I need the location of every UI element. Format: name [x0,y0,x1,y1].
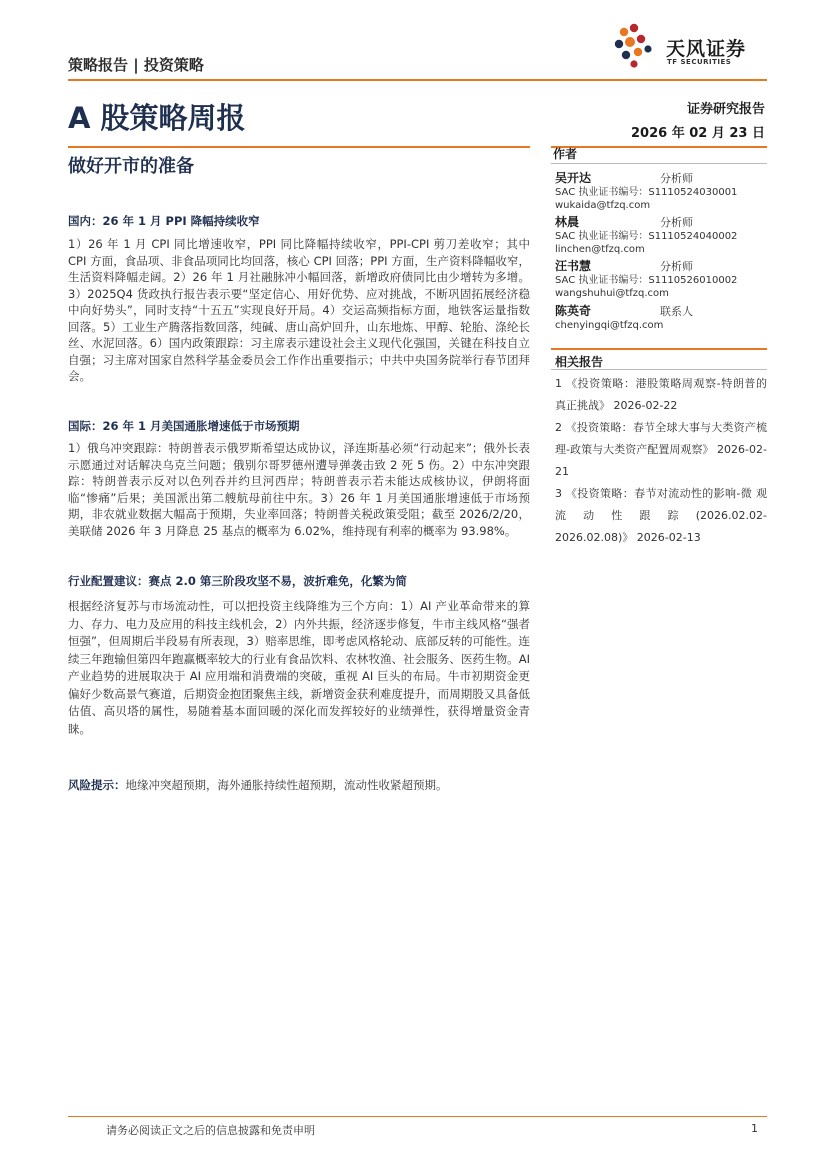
author-name: 吴开达 [555,171,592,185]
section-heading: 行业配置建议：赛点 2.0 第三阶段攻坚不易，波折难免，化繁为简 [68,574,407,588]
risk-text: 地缘冲突超预期，海外通胀持续性超预期，流动性收紧超预期。 [125,778,448,792]
report-category: 策略报告 | 投资策略 [68,56,204,74]
author-role: 分析师 [660,216,693,229]
authors-rule [551,163,767,164]
section-body: 1）26 年 1 月 CPI 同比增速收窄，PPI 同比降幅持续收窄，PPI-CPI 剪刀差收窄；其中 CPI 方面，食品项、非食品项同比均回落，核心 CPI 回落；PPI 方面，生产资料降幅收窄，生活资料降幅走阔。2）26 年 1 月社融脉冲小幅回落，新增政府债同比由少增转为多增。3）2025Q4 货政执行报告表示要“坚定信心、用好优势、应对挑战，不断巩固拓展经济稳中向好势头”，同时支持“十五五”实现良好开局。4）交运高频指标方面，地铁客运量指数回落。5）工业生产腾落指数回落，纯碱、唐山高炉回升，山东地炼、甲醇、轮胎、涤纶长丝、水泥回落。6）国内政策跟踪：习主席表示建设社会主义现代化强国，关键在科技自立自强；习主席对国家自然科学基金委员会工作作出重要指示；中共中央国务院举行春节团拜会。 [68,237,530,383]
author-email[interactable]: linchen@tfzq.com [555,244,645,255]
related-report-link[interactable]: 2 《投资策略：春节全球大事与大类资产梳理-政策与大类资产配置周观察》 2026-02-21 [555,421,767,478]
author-cert: SAC 执业证书编号：S1110526010002 [555,275,738,286]
related-top-rule [551,348,767,350]
section-heading: 国际：26 年 1 月美国通胀增速低于市场预期 [68,419,300,433]
section-body: 根据经济复苏与市场流动性，可以把投资主线降维为三个方向：1）AI 产业革命带来的算力、存力、电力及应用的科技主线机会，2）内外共振，经济逐步修复，牛市主线风格“强者恒强”，但周期后半段易有所表现，3）赔率思维，即考虑风格轮动、底部反转的可能性。连续三年跑输但第四年跑赢概率较大的行业有食品饮料、农林牧渔、社会服务、医药生物。AI 产业趋势的进展取决于 AI 应用端和消费端的突破，重视 AI 巨头的布局。牛市初期资金更偏好少数高景气赛道，后期资金抱团聚焦主线，新增资金获利难度提升，而周期股又具备低估值、高贝塔的属性，易随着基本面回暖的深化而发挥较好的业绩弹性，获得增量资金青睐。 [68,599,530,736]
page-number: 1 [751,1122,758,1135]
header-divider [68,79,767,81]
report-date: 2026 年 02 月 23 日 [631,126,765,141]
risk-label: 风险提示： [68,778,126,792]
author-cert: SAC 执业证书编号：S1110524030001 [555,187,738,198]
section-body: 1）俄乌冲突跟踪：特朗普表示俄罗斯希望达成协议，泽连斯基必须“行动起来”；俄外长表示愿通过对话解决乌克兰问题；俄别尔哥罗德州遭导弹袭击致 2 死 5 伤。2）中东冲突跟踪：特朗普表示反对以色列吞并约旦河西岸；特朗普表示若未能达成核协议，伊朗将面临“惨痛”后果；美国派出第二艘航母前往中东。3）26 年 1 月美国通胀增速低于市场预期，非农就业数据大幅高于预期，失业率回落；特朗普关税政策受阻；截至 2026/2/20，美联储 2026 年 3 月降息 25 基点的概率为 6.02%，维持现有利率的概率为 93.98%。 [68,441,530,538]
author-cert: SAC 执业证书编号：S1110524040002 [555,231,738,242]
page-subtitle: 做好开市的准备 [68,156,194,177]
footer-rule [68,1116,767,1117]
authors-heading: 作者 [553,147,578,161]
author-card [555,213,767,256]
author-card [555,257,767,300]
author-role: 分析师 [660,260,693,273]
brand-name-en: TF SECURITIES [667,58,732,66]
author-divider [551,146,767,148]
footer-disclaimer: 请务必阅读正文之后的信息披露和免责申明 [106,1124,315,1137]
report-type: 证券研究报告 [686,102,765,117]
author-name: 林晨 [555,215,580,229]
related-rule [551,369,767,370]
author-role: 分析师 [660,172,693,185]
title-divider [68,146,530,148]
author-name: 汪书慧 [555,259,592,273]
author-card [555,302,767,332]
author-name: 陈英奇 [555,304,592,318]
related-report-link[interactable]: 1 《投资策略：港股策略周观察-特朗普的真正挑战》 2026-02-22 [555,377,767,412]
author-card [555,169,767,212]
section-heading: 国内：26 年 1 月 PPI 降幅持续收窄 [68,214,260,228]
risk-warning [68,777,448,793]
related-heading: 相关报告 [555,355,604,369]
author-email[interactable]: wukaida@tfzq.com [555,200,651,211]
author-role: 联系人 [660,305,693,318]
related-report-link[interactable]: 3 《投资策略：春节对流动性的影响-微 观 流 动 性 跟 踪 (2026.02.02-2026.02.08)》 2026-02-13 [555,487,767,544]
author-email[interactable]: wangshuhui@tfzq.com [555,288,669,299]
brand-name: 天风证券 [666,38,747,60]
page-title: A 股策略周报 [68,101,246,135]
author-email[interactable]: chenyingqi@tfzq.com [555,320,664,331]
